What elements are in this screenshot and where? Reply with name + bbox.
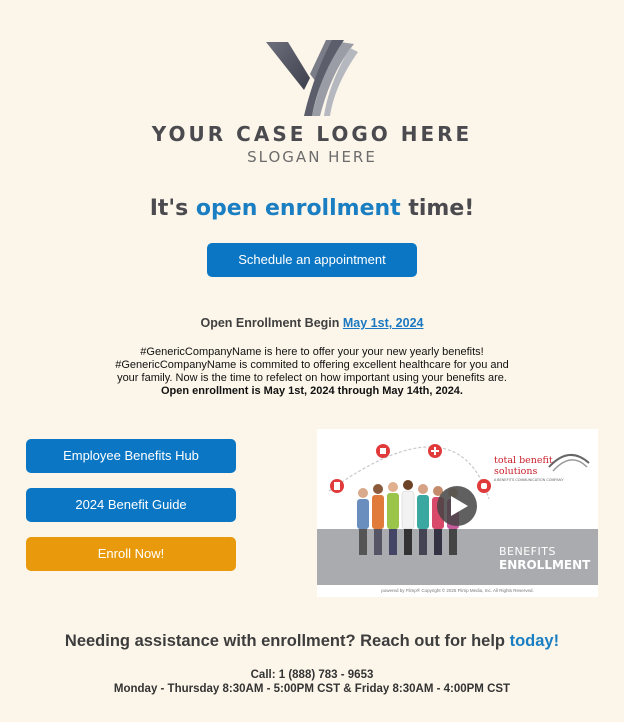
video-label [499,545,590,572]
help-accent: today! [509,632,560,650]
enroll-now-button[interactable]: Enroll Now! [26,537,236,571]
enrollment-description-bold: Open enrollment is May 1st, 2024 through May 14th, 2024. [161,385,463,397]
logo-title: YOUR CASE LOGO HERE [151,122,473,146]
enrollment-description [108,346,516,398]
video-brand-tagline: A BENEFITS COMMUNICATION COMPANY [494,478,564,482]
logo-mark-icon [266,38,358,118]
headline-prefix: It's [149,196,196,221]
video-footer: powered by Flimp® Copyright © 2025 Flimp Media, Inc. All Rights Reserved. [317,585,598,597]
enrollment-begin [0,316,624,330]
video-label-line1: BENEFITS [499,545,556,558]
help-text: Needing assistance with enrollment? Reach out for help [64,632,510,650]
office-hours: Monday - Thursday 8:30AM - 5:00PM CST & Friday 8:30AM - 4:00PM CST [113,683,511,695]
benefits-video[interactable] [317,429,598,597]
video-brand [494,455,590,482]
contact-info [0,668,624,696]
page-headline [0,196,624,221]
call-number: Call: 1 (888) 783 - 9653 [250,669,374,681]
video-label-line2: ENROLLMENT [499,558,591,572]
play-button-icon[interactable] [437,486,477,526]
employee-benefits-hub-button[interactable]: Employee Benefits Hub [26,439,236,473]
schedule-appointment-button[interactable]: Schedule an appointment [207,243,417,277]
help-heading [0,632,624,651]
enrollment-description-text: #GenericCompanyName is here to offer your your new yearly benefits! #GenericCompanyName is commited to offering excellent healthcare for you and your family. Now is the time to refelect on how important using your benefits are. [115,346,509,384]
video-brand-name: total benefit solutions [494,455,553,477]
company-logo [0,38,624,166]
logo-slogan: SLOGAN HERE [247,148,377,166]
headline-suffix: time! [400,196,475,221]
enrollment-begin-label: Open Enrollment Begin [200,316,343,330]
headline-accent: open enrollment [195,196,401,221]
benefit-guide-button[interactable]: 2024 Benefit Guide [26,488,236,522]
enrollment-begin-date-link[interactable]: May 1st, 2024 [342,316,424,330]
